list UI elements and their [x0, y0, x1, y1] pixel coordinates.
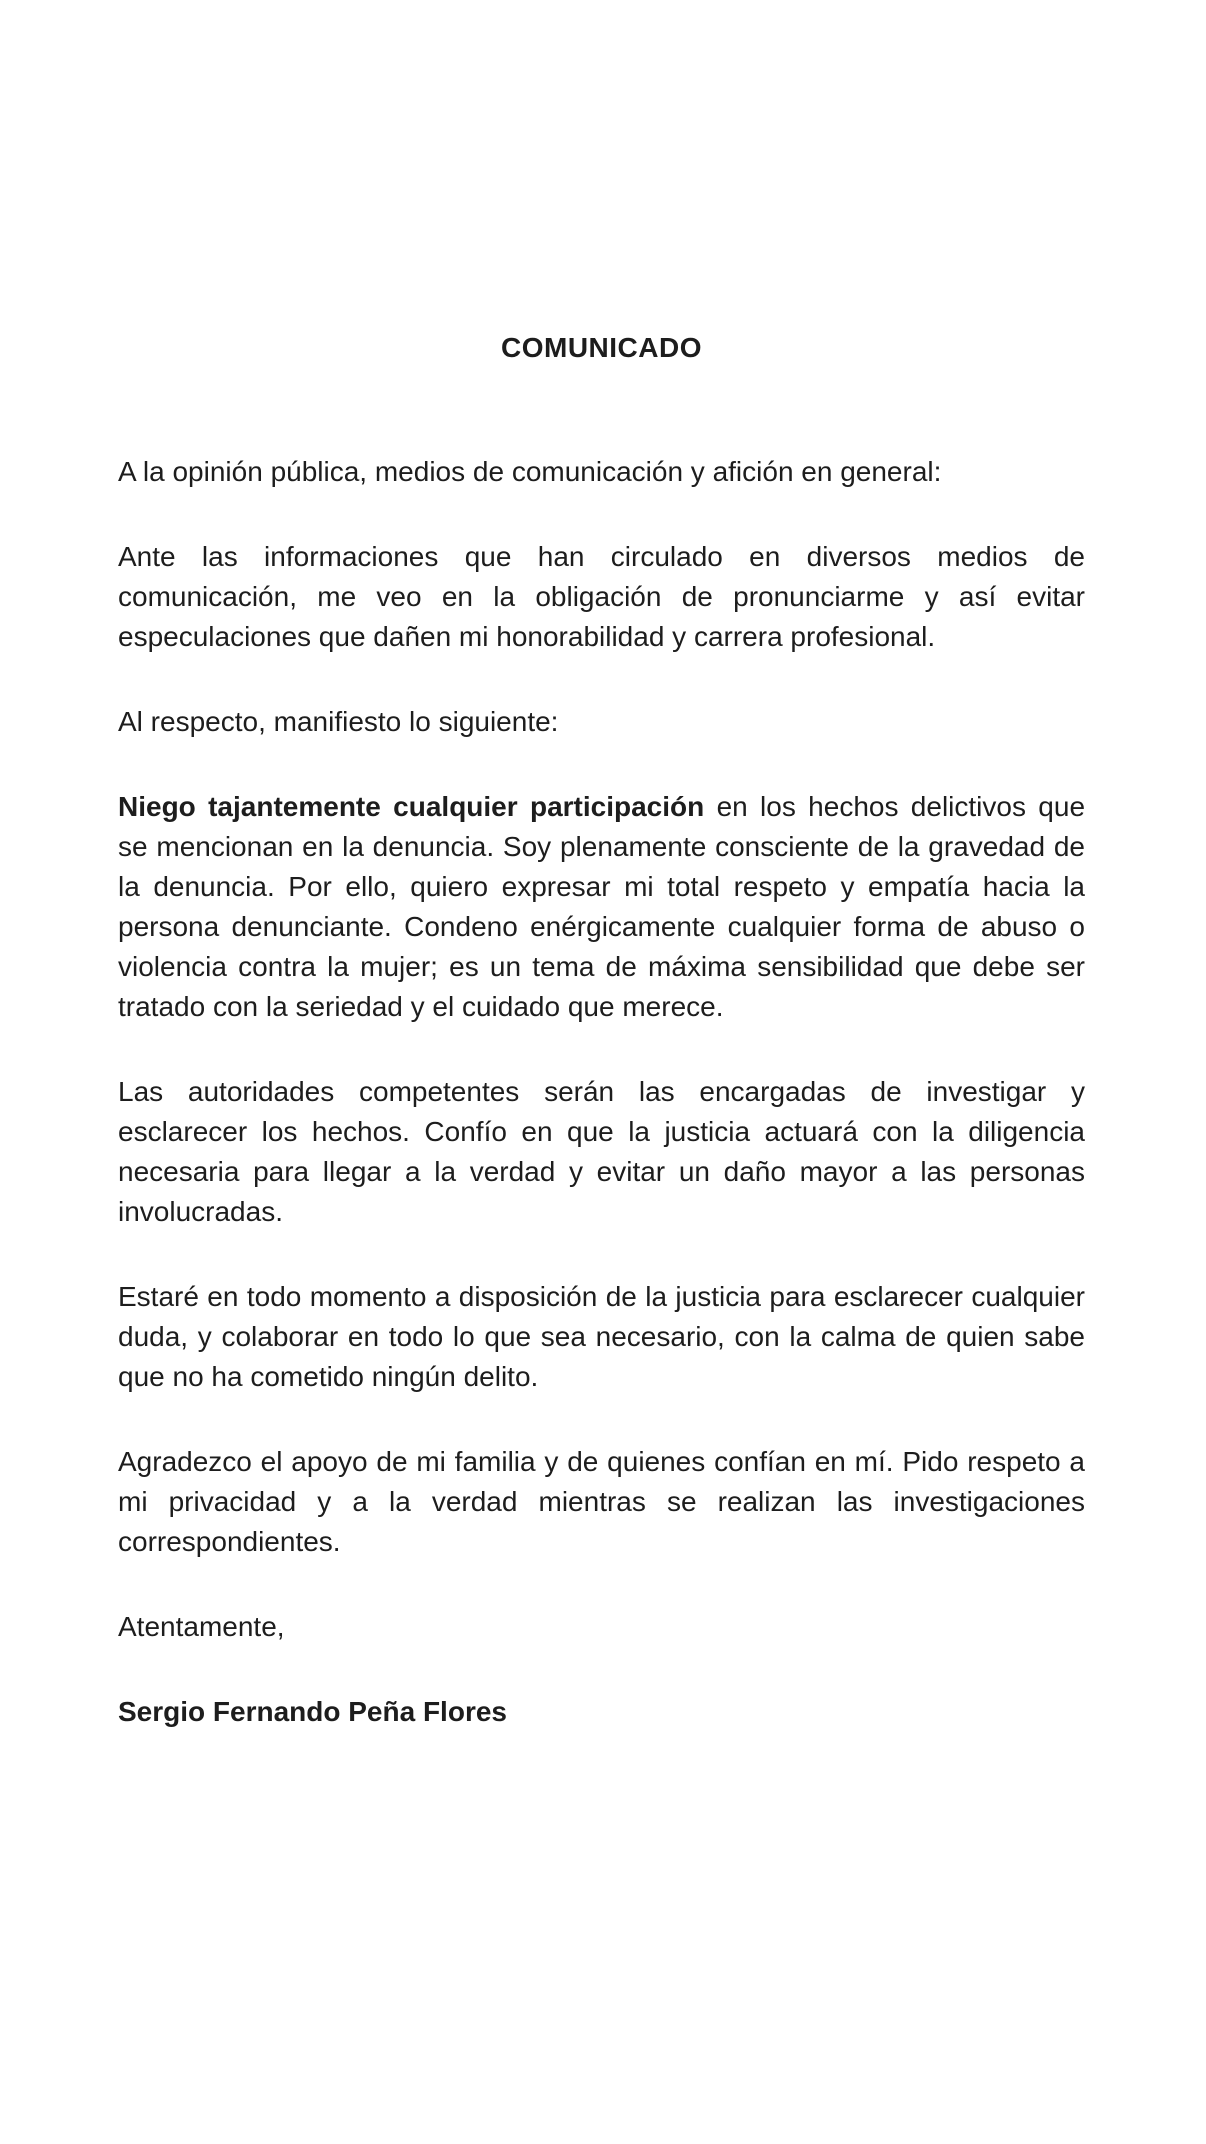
paragraph: Las autoridades competentes serán las encargadas de investigar y esclarecer los hechos. Confío en que la justicia actuará con la diligencia necesaria para llegar a la verdad y evitar un daño mayor a las personas involucradas.	[118, 1076, 1085, 1227]
bold-denial-statement: Niego tajantemente cualquier participación	[118, 791, 705, 822]
paragraph: Niego tajantemente cualquier participación en los hechos delictivos que se mencionan en la denuncia. Soy plenamente consciente de la gravedad de la denuncia. Por ello, quiero expresar mi total respeto y empatía hacia la persona denunciante. Condeno enérgicamente cualquier forma de abuso o violencia contra la mujer; es un tema de máxima sensibilidad que debe ser tratado con la seriedad y el cuidado que merece.	[118, 791, 1086, 1022]
paragraph: Agradezco el apoyo de mi familia y de quienes confían en mí. Pido respeto a mi privacidad y a la verdad mientras se realizan las investigaciones correspondientes.	[118, 1446, 1085, 1557]
paragraph: Estaré en todo momento a disposición de la justicia para esclarecer cualquier duda, y colaborar en todo lo que sea necesario, con la calma de quien sabe que no ha cometido ningún delito.	[118, 1281, 1085, 1392]
document-title: COMUNICADO	[501, 332, 702, 363]
paragraph: A la opinión pública, medios de comunicación y afición en general:	[118, 456, 942, 487]
signature-name: Sergio Fernando Peña Flores	[118, 1696, 507, 1727]
document-body	[118, 452, 1085, 1562]
closing-line: Atentamente,	[118, 1611, 285, 1642]
paragraph: Al respecto, manifiesto lo siguiente:	[118, 706, 559, 737]
paragraph: Ante las informaciones que han circulado en diversos medios de comunicación, me veo en la obligación de pronunciarme y así evitar especulaciones que dañen mi honorabilidad y carrera profesional.	[118, 541, 1085, 652]
